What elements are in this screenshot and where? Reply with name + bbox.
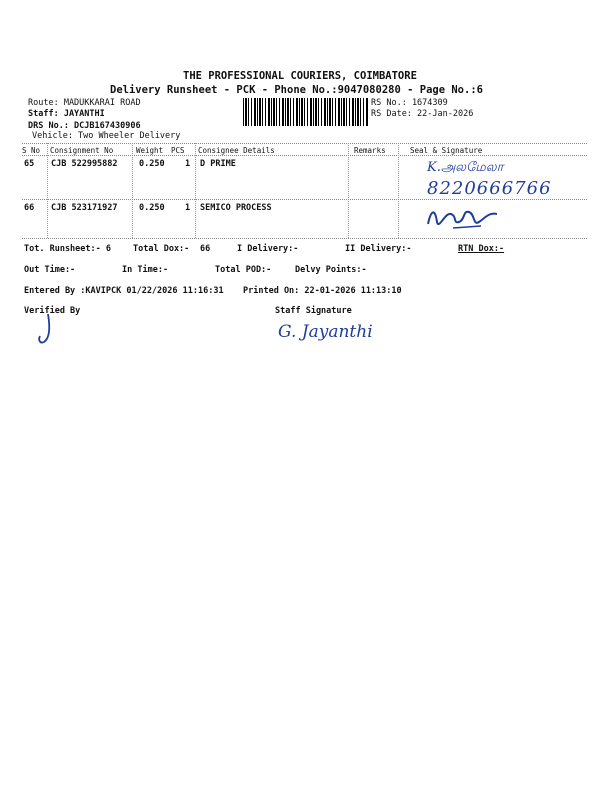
col-header-consignee: Consignee Details [198,146,275,155]
rtn-dox: RTN Dox:- [458,244,505,254]
delivery-points: Delvy Points:- [295,265,367,275]
out-time: Out Time:- [24,265,76,275]
staff-signature-label: Staff Signature [275,306,352,316]
row-66-consignee: SEMICO PROCESS [200,203,272,213]
row-66-sno: 66 [24,203,35,213]
vehicle-label: Vehicle: Two Wheeler Delivery [32,131,181,141]
row-65-consignment: CJB 522995882 [51,159,118,169]
col-header-remarks: Remarks [354,146,386,155]
company-title: THE PROFESSIONAL COURIERS, COIMBATORE [183,70,417,82]
ii-delivery: II Delivery:- [345,244,412,254]
row-65-weight: 0.250 [139,159,165,169]
col-header-consignment: Consignment No [50,146,114,155]
col-header-pcs: PCS [171,146,185,155]
col-header-seal: Seal & Signature [410,146,483,155]
total-dox-value: 66 [200,244,211,254]
row-66-weight: 0.250 [139,203,165,213]
row-65-handwritten-phone: 8220666766 [427,178,552,199]
runsheet-title: Delivery Runsheet - PCK - Phone No.:9047080280 - Page No.:6 [110,84,483,96]
barcode [243,98,369,126]
row-66-signature-scribble [423,202,503,234]
col-header-sno: S No [22,146,41,155]
i-delivery: I Delivery:- [237,244,299,254]
staff-label: Staff: JAYANTHI [28,109,105,119]
printed-on: Printed On: 22-01-2026 11:13:10 [243,286,402,296]
total-pod: Total POD:- [215,265,272,275]
drs-number: DRS No.: DCJB167430906 [28,121,141,131]
verified-by-label: Verified By [24,306,81,316]
col-header-weight: Weight [136,146,164,155]
row-65-handwritten-name: K.அலமேலா [427,160,504,175]
rs-number: RS No.: 1674309 [371,98,448,108]
entered-by: Entered By :KAVIPCK 01/22/2026 11:16:31 [24,286,224,296]
row-66-pcs: 1 [185,203,191,213]
staff-signature-handwriting: G. Jayanthi [278,322,373,342]
row-66-consignment: CJB 523171927 [51,203,118,213]
route-label: Route: MADUKKARAI ROAD [28,98,141,108]
verifier-signature-mark [34,312,56,348]
in-time: In Time:- [122,265,169,275]
row-65-pcs: 1 [185,159,191,169]
row-65-sno: 65 [24,159,35,169]
total-dox-label: Total Dox:- [133,244,190,254]
rs-date: RS Date: 22-Jan-2026 [371,109,474,119]
row-65-consignee: D PRIME [200,159,236,169]
tot-runsheet: Tot. Runsheet:- 6 [24,244,111,254]
